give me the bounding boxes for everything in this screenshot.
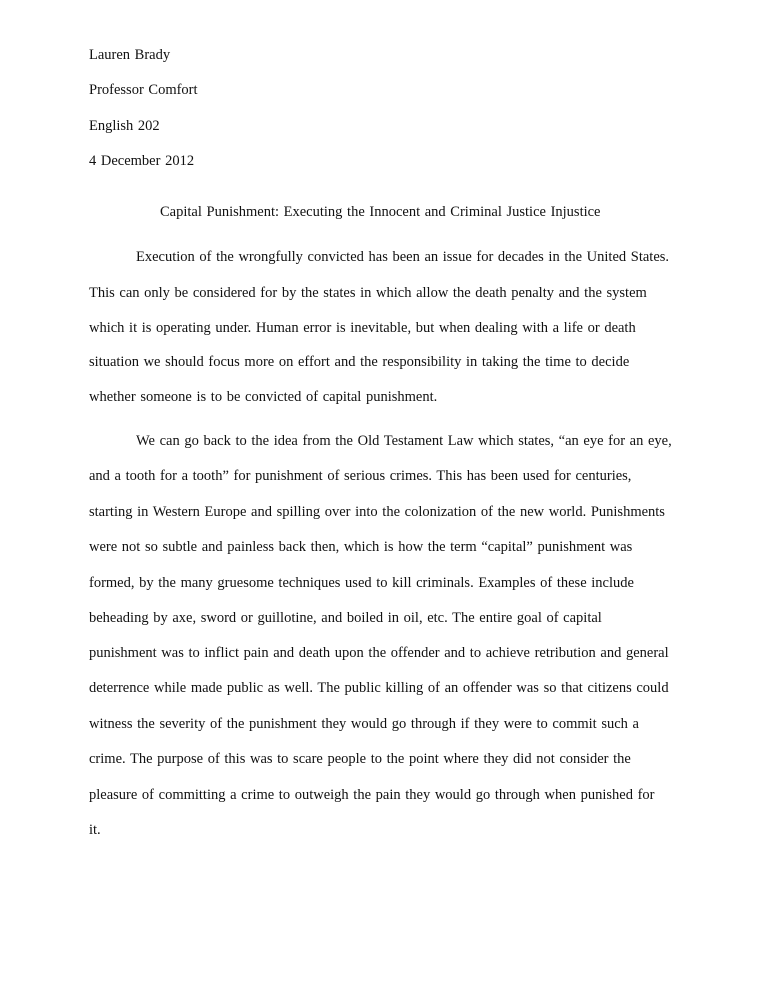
paragraph-2-line-7: punishment was to inflict pain and death upon the offender and to achieve retribution and general: [89, 645, 669, 661]
paragraph-1-line-2: This can only be considered for by the states in which allow the death penalty and the system: [89, 285, 647, 301]
paragraph-2-line-1: We can go back to the idea from the Old Testament Law which states, “an eye for an eye,: [136, 433, 672, 449]
paragraph-2-line-2: and a tooth for a tooth” for punishment of serious crimes. This has been used for centuries,: [89, 468, 632, 484]
paragraph-2-line-12: it.: [89, 822, 101, 838]
paragraph-2-line-6: beheading by axe, sword or guillotine, and boiled in oil, etc. The entire goal of capital: [89, 610, 602, 626]
essay-title: Capital Punishment: Executing the Innocent and Criminal Justice Injustice: [160, 204, 601, 220]
course-name: English 202: [89, 118, 160, 134]
paragraph-2-line-8: deterrence while made public as well. The public killing of an offender was so that citizens could: [89, 680, 669, 696]
paragraph-1-line-4: situation we should focus more on effort and the responsibility in taking the time to decide: [89, 354, 630, 370]
author-name: Lauren Brady: [89, 47, 171, 63]
paragraph-2-line-3: starting in Western Europe and spilling over into the colonization of the new world. Punishments: [89, 504, 665, 520]
professor-name: Professor Comfort: [89, 82, 198, 98]
paragraph-1-line-5: whether someone is to be convicted of capital punishment.: [89, 389, 438, 405]
paragraph-1-line-3: which it is operating under. Human error is inevitable, but when dealing with a life or death: [89, 320, 636, 336]
paragraph-2-line-11: pleasure of committing a crime to outweigh the pain they would go through when punished for: [89, 787, 655, 803]
document-date: 4 December 2012: [89, 153, 195, 169]
paragraph-2-line-9: witness the severity of the punishment they would go through if they were to commit such a: [89, 716, 639, 732]
paragraph-2-line-10: crime. The purpose of this was to scare people to the point where they did not consider the: [89, 751, 631, 767]
paragraph-2-line-5: formed, by the many gruesome techniques used to kill criminals. Examples of these include: [89, 575, 634, 591]
paragraph-2-line-4: were not so subtle and painless back then, which is how the term “capital” punishment was: [89, 539, 633, 555]
paragraph-1-line-1: Execution of the wrongfully convicted has been an issue for decades in the United States.: [136, 249, 670, 265]
